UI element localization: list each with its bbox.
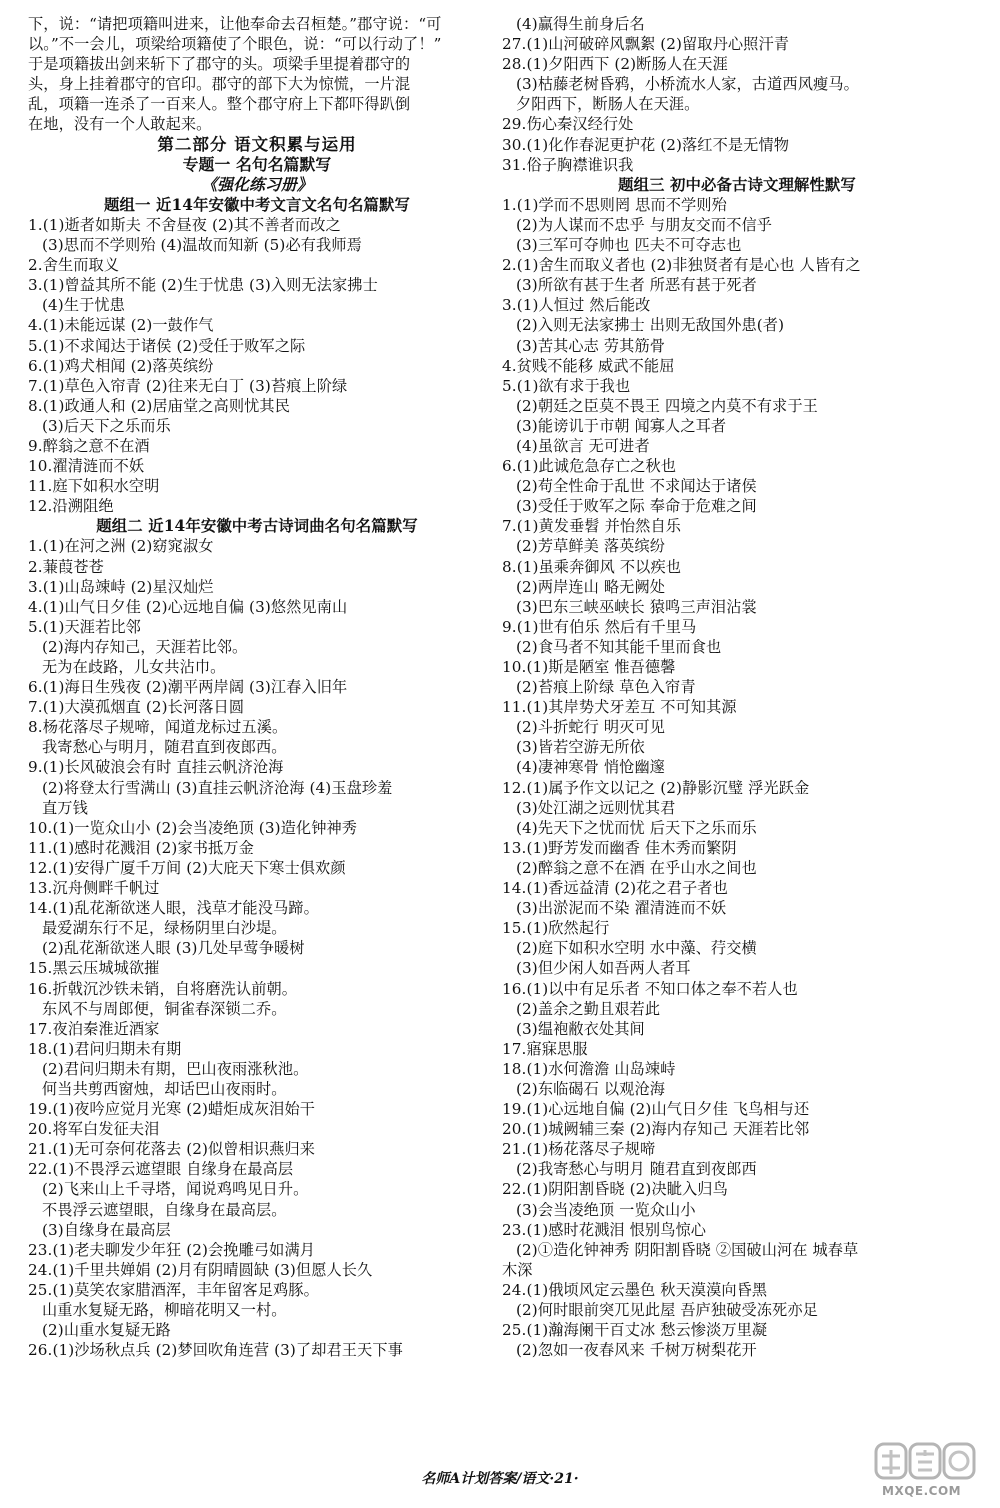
answer-line: 9.(1)长风破浪会有时 直挂云帆济沧海 (28, 758, 284, 777)
section-heading: 题组一 近14年安徽中考文言文名句名篇默写 (104, 195, 410, 214)
answer-line: 于是项籍拔出剑来斩下了郡守的头。项梁手里提着郡守的 (28, 55, 411, 74)
answer-line: 23.(1)老夫聊发少年狂 (2)会挽雕弓如满月 (28, 1240, 316, 1259)
answer-line: 28.(1)夕阳西下 (2)断肠人在天涯 (502, 55, 728, 74)
answer-line: 13.(1)野芳发而幽香 佳木秀而繁阴 (502, 838, 737, 857)
answer-line: 6.(1)海日生残夜 (2)潮平两岸阔 (3)江春入旧年 (28, 678, 348, 697)
answer-line: 26.(1)沙场秋点兵 (2)梦回吹角连营 (3)了却君王天下事 (28, 1341, 403, 1360)
answer-line: 31.俗子胸襟谁识我 (502, 155, 634, 174)
answer-line: 4.(1)山气日夕佳 (2)心远地自偏 (3)悠然见南山 (28, 597, 348, 616)
answer-line: 9.(1)世有伯乐 然后有千里马 (502, 617, 697, 636)
answer-line: (2)君问归期未有期，巴山夜雨涨秋池。 (42, 1059, 309, 1078)
answer-line: (3)皆若空游无所依 (516, 738, 645, 757)
answer-line: 头，身上挂着郡守的官印。郡守的部下大为惊慌，一片混 (28, 75, 411, 94)
answer-line: 3.(1)山岛竦峙 (2)星汉灿烂 (28, 577, 214, 596)
answer-line: (2)飞来山上千寻塔，闻说鸡鸣见日升。 (42, 1180, 309, 1199)
answer-line: 30.(1)化作春泥更护花 (2)落红不是无情物 (502, 135, 790, 154)
answer-line: (2)山重水复疑无路 (42, 1321, 171, 1340)
answer-line: (2)乱花渐欲迷人眼 (3)几处早莺争暖树 (42, 939, 305, 958)
answer-line: (4)先天下之忧而忧 后天下之乐而乐 (516, 818, 757, 837)
answer-line: 7.(1)草色入帘青 (2)往来无白丁 (3)苔痕上阶绿 (28, 376, 348, 395)
section-heading: 《强化练习册》 (201, 174, 313, 194)
answer-line: (3)自缘身在最高层 (42, 1220, 171, 1239)
answer-line: (3)所欲有甚于生者 所恶有甚于死者 (516, 276, 757, 295)
answer-line: (2)朝廷之臣莫不畏王 四境之内莫不有求于王 (516, 396, 818, 415)
answer-line: 9.醉翁之意不在酒 (28, 436, 150, 455)
answer-line: 12.(1)属予作文以记之 (2)静影沉璧 浮光跃金 (502, 778, 810, 797)
answer-line: 何当共剪西窗烛，却话巴山夜雨时。 (42, 1079, 287, 1098)
answer-line: (2)忽如一夜春风来 千树万树梨花开 (516, 1341, 757, 1360)
answer-line: (2)庭下如积水空明 水中藻、荇交横 (516, 939, 757, 958)
answer-line: 12.沿溯阻绝 (28, 497, 114, 516)
answer-line: 29.伤心秦汉经行处 (502, 115, 634, 134)
answer-line: (2)东临碣石 以观沧海 (516, 1079, 666, 1098)
answer-line: (2)醉翁之意不在酒 在乎山水之间也 (516, 858, 757, 877)
answer-line: (3)能谤讥于市朝 闻寡人之耳者 (516, 416, 727, 435)
watermark-icon (872, 1440, 982, 1486)
answer-line: 5.(1)天涯若比邻 (28, 617, 141, 636)
answer-line: 10.(1)斯是陋室 惟吾德馨 (502, 658, 676, 676)
answer-line: (3)缊袍敝衣处其间 (516, 1019, 645, 1038)
answer-line: 我寄愁心与明月，随君直到夜郎西。 (42, 738, 287, 757)
answer-line: 8.(1)政通人和 (2)居庙堂之高则忧其民 (28, 396, 290, 415)
answer-line: (2)芳草鲜美 落英缤纷 (516, 537, 666, 556)
section-heading: 题组二 近14年安徽中考古诗词曲名句名篇默写 (96, 517, 418, 536)
answer-line: 1.(1)逝者如斯夫 不舍昼夜 (2)其不善者而改之 (28, 215, 341, 234)
answer-line: 1.(1)在河之洲 (2)窈窕淑女 (28, 537, 214, 556)
answer-line: 下，说：“请把项籍叫进来，让他奉命去召桓楚。”郡守说：“可 (28, 15, 442, 33)
answer-line: 11.庭下如积水空明 (28, 477, 160, 496)
answer-line: 无为在歧路，儿女共沾巾。 (42, 658, 226, 676)
answer-line: 5.(1)不求闻达于诸侯 (2)受任于败军之际 (28, 336, 306, 355)
answer-line: 19.(1)夜吟应觉月光寒 (2)蜡炬成灰泪始干 (28, 1100, 316, 1119)
answer-line: 17.寤寐思服 (502, 1039, 588, 1058)
answer-line: 6.(1)此诚危急存亡之秋也 (502, 457, 677, 476)
answer-line: 15.(1)欣然起行 (502, 919, 610, 938)
answer-line: 不畏浮云遮望眼，自缘身在最高层。 (42, 1200, 287, 1219)
answer-line: (3)苦其心志 劳其筋骨 (516, 336, 666, 355)
answer-line: 16.折戟沉沙铁未销，自将磨洗认前朝。 (28, 979, 298, 998)
answer-line: 4.(1)未能远谋 (2)一鼓作气 (28, 316, 214, 335)
answer-line: 25.(1)莫笑农家腊酒浑，丰年留客足鸡豚。 (28, 1280, 319, 1299)
answer-line: 4.贫贱不能移 威武不能屈 (502, 356, 675, 375)
answer-line: 18.(1)君问归期未有期 (28, 1039, 182, 1058)
answer-line: 24.(1)千里共婵娟 (2)月有阴晴圆缺 (3)但愿人长久 (28, 1260, 373, 1279)
section-heading: 第二部分 语文积累与运用 (157, 134, 357, 154)
answer-line: 乱，项籍一连杀了一百来人。整个郡守府上下都吓得趴倒 (28, 95, 411, 114)
answer-line: (3)出淤泥而不染 濯清涟而不妖 (516, 899, 727, 918)
answer-line: 7.(1)黄发垂髫 并怡然自乐 (502, 517, 682, 536)
answer-line: (2)食马者不知其能千里而食也 (516, 637, 722, 656)
answer-line: 2.(1)舍生而取义者也 (2)非独贤者有是心也 人皆有之 (502, 256, 861, 275)
answer-line: 在地，没有一个人敢起来。 (28, 115, 212, 134)
section-heading: 题组三 初中必备古诗文理解性默写 (618, 175, 856, 194)
answer-line: 东风不与周郎便，铜雀春深锁二乔。 (42, 999, 287, 1018)
answer-line: (4)生于忧患 (42, 296, 125, 315)
answer-line: (2)苟全性命于乱世 不求闻达于诸侯 (516, 477, 757, 496)
answer-line: 20.将军白发征夫泪 (28, 1120, 160, 1139)
answer-line: (2)我寄愁心与明月 随君直到夜郎西 (516, 1160, 757, 1179)
answer-line: 山重水复疑无路，柳暗花明又一村。 (42, 1301, 287, 1319)
answer-line: 11.(1)感时花溅泪 (2)家书抵万金 (28, 838, 254, 857)
answer-line: (2)为人谋而不忠乎 与朋友交而不信乎 (516, 215, 773, 234)
answer-line: 以。”不一会儿，项梁给项籍使了个眼色，说：“可以行动了！” (28, 35, 442, 54)
answer-line: 16.(1)以中有足乐者 不知口体之奉不若人也 (502, 979, 798, 998)
right-column (502, 14, 972, 1360)
answer-line: 24.(1)俄顷风定云墨色 秋天漠漠向昏黑 (502, 1280, 768, 1299)
answer-line: (3)后天下之乐而乐 (42, 416, 171, 435)
answer-line: 3.(1)曾益其所不能 (2)生于忧患 (3)入则无法家拂士 (28, 276, 378, 295)
section-heading: 专题一 名句名篇默写 (182, 154, 332, 174)
answer-line: (2)①造化钟神秀 阴阳割昏晓 ②国破山河在 城春草 (516, 1240, 859, 1259)
answer-line: (2)何时眼前突兀见此屋 吾庐独破受冻死亦足 (516, 1301, 818, 1319)
answer-line: (2)海内存知己，天涯若比邻。 (42, 637, 248, 656)
answer-line: (4)赢得生前身后名 (516, 15, 645, 33)
answer-line: (2)两岸连山 略无阙处 (516, 577, 666, 596)
answer-line: 8.杨花落尽子规啼，闻道龙标过五溪。 (28, 718, 288, 737)
answer-line: (3)巴东三峡巫峡长 猿鸣三声泪沾裳 (516, 597, 757, 616)
answer-line: 22.(1)阴阳割昏晓 (2)决眦入归鸟 (502, 1180, 728, 1199)
answer-line: 21.(1)杨花落尽子规啼 (502, 1140, 656, 1159)
answer-line: 木深 (502, 1260, 533, 1279)
answer-line: 12.(1)安得广厦千万间 (2)大庇天下寒士俱欢颜 (28, 858, 346, 877)
answer-line: 2.蒹葭苍苍 (28, 557, 104, 576)
answer-line: (2)入则无法家拂士 出则无敌国外患(者) (516, 316, 785, 335)
answer-line: 20.(1)城阙辅三秦 (2)海内存知己 天涯若比邻 (502, 1120, 810, 1139)
answer-line: 19.(1)心远地自偏 (2)山气日夕佳 飞鸟相与还 (502, 1100, 810, 1119)
answer-line: 23.(1)感时花溅泪 恨别鸟惊心 (502, 1220, 707, 1239)
answer-line: 27.(1)山河破碎风飘絮 (2)留取丹心照汗青 (502, 35, 790, 54)
answer-line: 21.(1)无可奈何花落去 (2)似曾相识燕归来 (28, 1140, 316, 1159)
answer-line: 5.(1)欲有求于我也 (502, 376, 631, 395)
answer-line: 直万钱 (42, 798, 88, 817)
answer-line: 1.(1)学而不思则罔 思而不学则殆 (502, 195, 727, 214)
answer-line: (2)将登太行雪满山 (3)直挂云帆济沧海 (4)玉盘珍羞 (42, 778, 393, 797)
answer-line: 14.(1)乱花渐欲迷人眼，浅草才能没马蹄。 (28, 899, 319, 918)
answer-line: 13.沉舟侧畔千帆过 (28, 879, 160, 898)
answer-line: (3)三军可夺帅也 匹夫不可夺志也 (516, 236, 742, 255)
answer-line: 17.夜泊秦淮近酒家 (28, 1019, 160, 1038)
answer-line: (3)枯藤老树昏鸦，小桥流水人家，古道西风瘦马。 (516, 75, 859, 94)
watermark-site-text: MXQE.COM (882, 1484, 962, 1498)
answer-line: 最爱湖东行不足，绿杨阴里白沙堤。 (42, 919, 287, 938)
answer-line: 11.(1)其岸势犬牙差互 不可知其源 (502, 698, 737, 717)
answer-line: (3)但少闲人如吾两人者耳 (516, 959, 691, 978)
answer-line: 15.黑云压城城欲摧 (28, 959, 160, 978)
page-footer: 名师A计划答案/语文·21· (421, 1471, 579, 1487)
answer-line: 6.(1)鸡犬相闻 (2)落英缤纷 (28, 356, 214, 375)
answer-line: (3)思而不学则殆 (4)温故而知新 (5)必有我师焉 (42, 236, 362, 255)
left-column (28, 14, 486, 1360)
answer-line: 14.(1)香远益清 (2)花之君子者也 (502, 879, 728, 898)
answer-line: 3.(1)人恒过 然后能改 (502, 296, 651, 315)
answer-line: 8.(1)虽乘奔御风 不以疾也 (502, 557, 682, 576)
answer-line: (4)凄神寒骨 悄怆幽邃 (516, 758, 666, 777)
answer-line: 2.舍生而取义 (28, 256, 120, 275)
answer-line: 25.(1)瀚海阑干百丈冰 愁云惨淡万里凝 (502, 1321, 768, 1340)
answer-line: (3)会当凌绝顶 一览众山小 (516, 1200, 696, 1219)
site-watermark-logo (872, 1440, 982, 1500)
answer-line: (4)虽欲言 无可进者 (516, 436, 650, 455)
answer-line: (3)受任于败军之际 奉命于危难之间 (516, 497, 757, 516)
answer-line: 7.(1)大漠孤烟直 (2)长河落日圆 (28, 698, 245, 717)
answer-line: 10.濯清涟而不妖 (28, 457, 145, 476)
answer-line: 10.(1)一览众山小 (2)会当凌绝顶 (3)造化钟神秀 (28, 818, 358, 837)
answer-line: (2)苔痕上阶绿 草色入帘青 (516, 678, 696, 697)
answer-line: (2)盖余之勤且艰若此 (516, 999, 661, 1018)
answer-line: 夕阳西下，断肠人在天涯。 (516, 95, 700, 114)
answer-line: (2)斗折蛇行 明灭可见 (516, 718, 666, 737)
answer-line: 22.(1)不畏浮云遮望眼 自缘身在最高层 (28, 1160, 294, 1179)
answer-line: 18.(1)水何澹澹 山岛竦峙 (502, 1059, 676, 1078)
answer-line: (3)处江湖之远则忧其君 (516, 798, 676, 817)
